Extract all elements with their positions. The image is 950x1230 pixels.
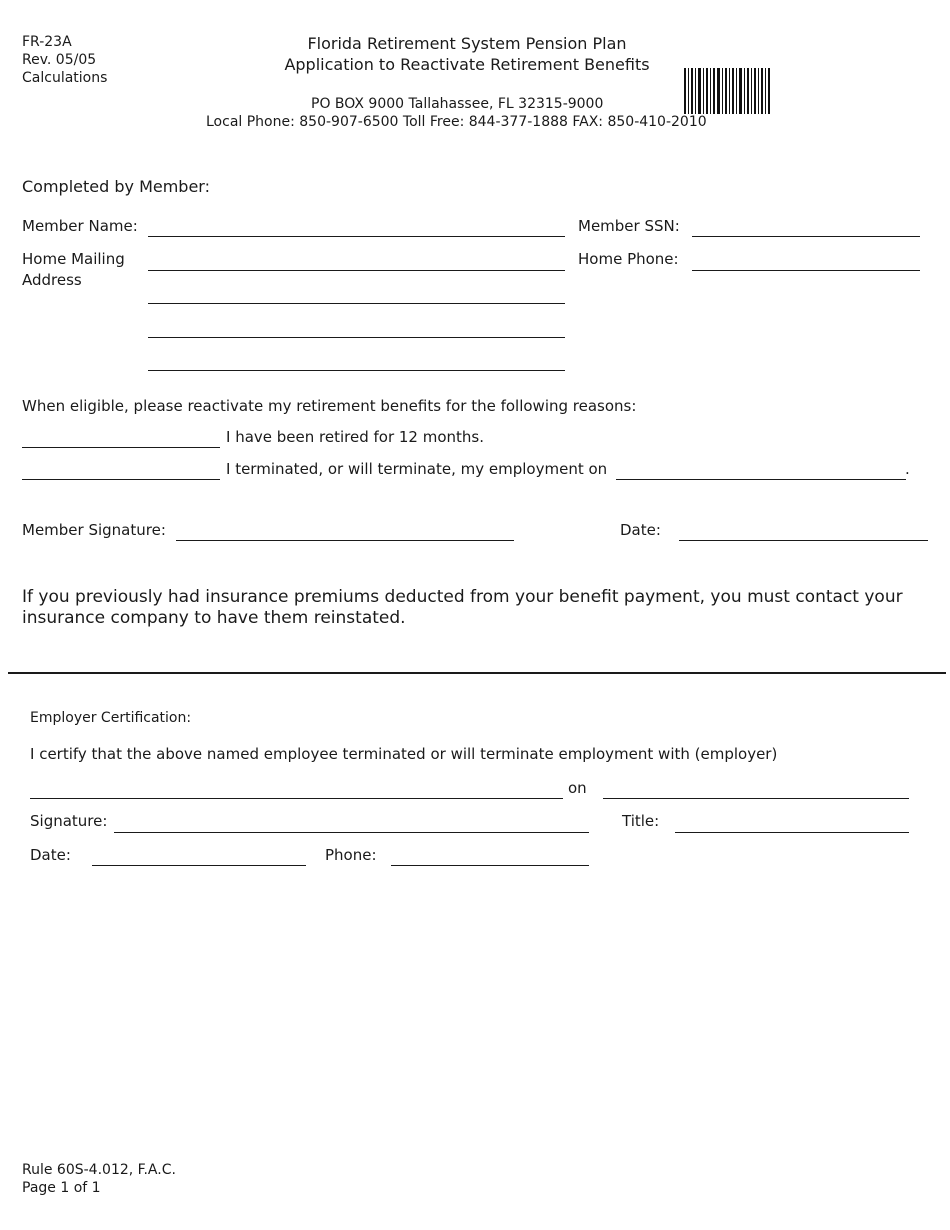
home-address-field-2[interactable]	[148, 303, 565, 304]
member-name-label: Member Name:	[22, 217, 138, 235]
employer-certify-text: I certify that the above named employee terminated or will terminate employment with (employer)	[30, 745, 778, 763]
employer-title-field[interactable]	[675, 832, 909, 833]
reasons-intro: When eligible, please reactivate my retirement benefits for the following reasons:	[22, 397, 637, 415]
member-section-heading: Completed by Member:	[22, 177, 210, 196]
form-id: FR-23A	[22, 34, 72, 50]
employer-date-field[interactable]	[92, 865, 306, 866]
employer-section-heading: Employer Certification:	[30, 710, 192, 726]
employer-name-field[interactable]	[30, 798, 563, 799]
home-phone-field[interactable]	[692, 270, 920, 271]
reason-retired-checkline[interactable]	[22, 447, 220, 448]
mailing-address: PO BOX 9000 Tallahassee, FL 32315-9000	[311, 96, 604, 112]
employer-phone-label: Phone:	[325, 846, 377, 864]
member-ssn-label: Member SSN:	[578, 217, 680, 235]
member-name-field[interactable]	[148, 236, 565, 237]
employer-signature-label: Signature:	[30, 812, 108, 830]
barcode-icon	[684, 68, 770, 114]
form-revision: Rev. 05/05	[22, 52, 97, 68]
form-title-line1: Florida Retirement System Pension Plan	[307, 34, 627, 53]
home-address-field-3[interactable]	[148, 337, 565, 338]
home-address-field-1[interactable]	[148, 270, 565, 271]
home-address-field-4[interactable]	[148, 370, 565, 371]
member-date-label: Date:	[620, 521, 661, 539]
employer-date-label: Date:	[30, 846, 71, 864]
insurance-note-line2: insurance company to have them reinstated.	[22, 608, 406, 628]
reason-terminated-checkline[interactable]	[22, 479, 220, 480]
contact-phones: Local Phone: 850-907-6500 Toll Free: 844-377-1888 FAX: 850-410-2010	[206, 114, 707, 130]
termination-date-field[interactable]	[616, 479, 906, 480]
member-date-field[interactable]	[679, 540, 928, 541]
home-address-label-line2: Address	[22, 271, 82, 289]
employer-termination-date-field[interactable]	[603, 798, 909, 799]
page-number: Page 1 of 1	[22, 1180, 101, 1196]
period-mark: .	[905, 460, 910, 478]
employer-title-label: Title:	[622, 812, 660, 830]
home-phone-label: Home Phone:	[578, 250, 679, 268]
rule-reference: Rule 60S-4.012, F.A.C.	[22, 1162, 176, 1178]
employer-signature-field[interactable]	[114, 832, 589, 833]
reason-retired-text: I have been retired for 12 months.	[226, 428, 485, 446]
form-title-line2: Application to Reactivate Retirement Benefits	[284, 55, 650, 74]
section-divider	[8, 672, 946, 674]
employer-on-label: on	[568, 779, 587, 797]
member-signature-field[interactable]	[176, 540, 514, 541]
form-department: Calculations	[22, 70, 108, 86]
member-ssn-field[interactable]	[692, 236, 920, 237]
member-signature-label: Member Signature:	[22, 521, 166, 539]
reason-terminated-text: I terminated, or will terminate, my employment on	[226, 460, 608, 478]
insurance-note-line1: If you previously had insurance premiums deducted from your benefit payment, you must contact your	[22, 587, 903, 607]
employer-phone-field[interactable]	[391, 865, 589, 866]
home-address-label-line1: Home Mailing	[22, 250, 125, 268]
